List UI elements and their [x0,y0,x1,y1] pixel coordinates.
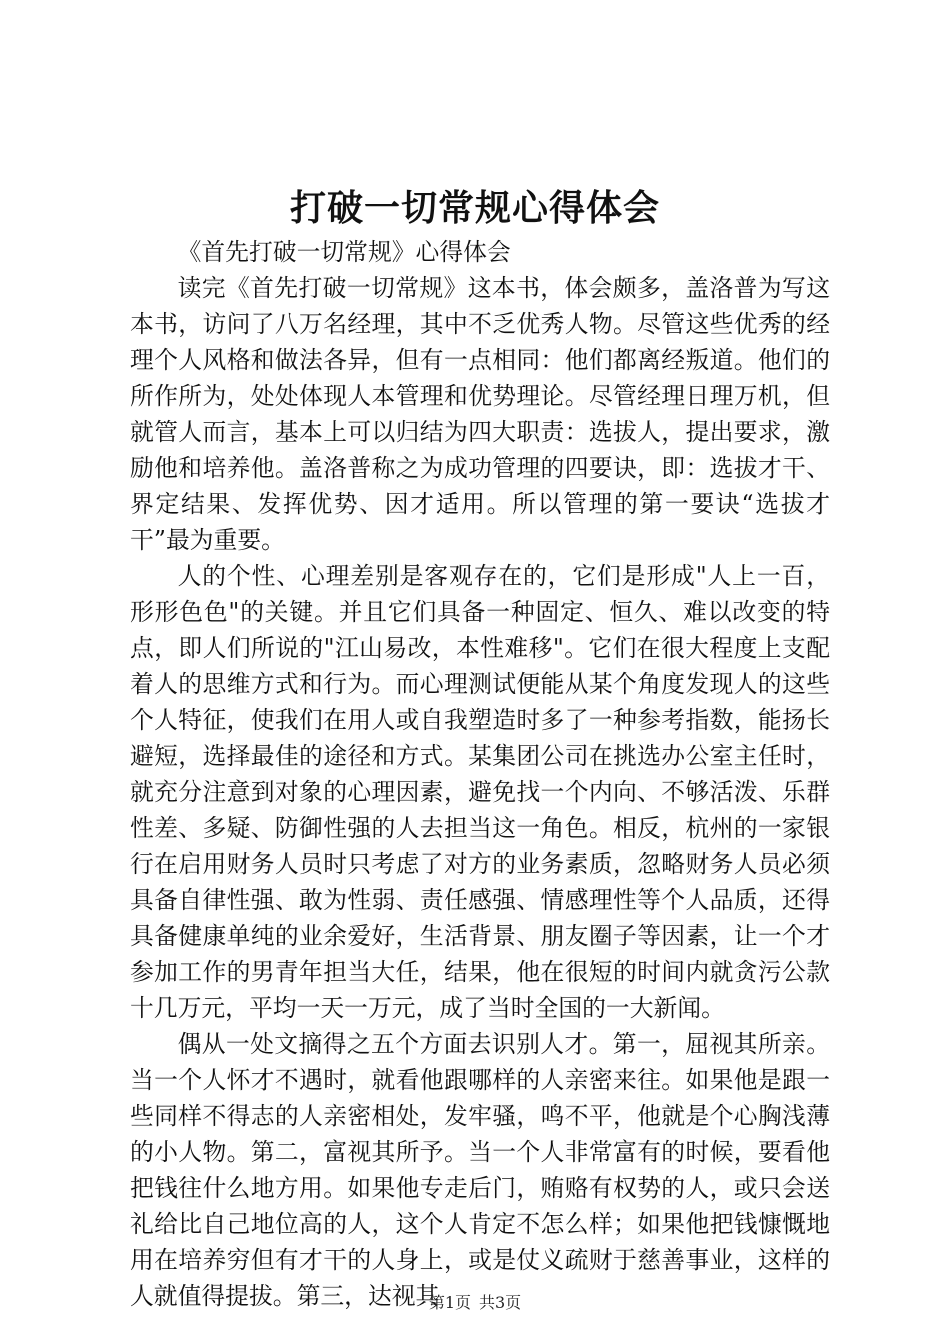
page-footer [0,1292,950,1314]
document-title: 打破一切常规心得体会 [289,187,660,229]
body-paragraph: 偶从一处文摘得之五个方面去识别人才。第一，屈视其所亲。当一个人怀才不遇时，就看他跟哪样的人亲密来往。如果他是跟一些同样不得志的人亲密相处，发牢骚，鸣不平，他就是个心胸浅薄的小人物。第二，富视其所予。当一个人非常富有的时候，要看他把钱往什么地方用。如果他专走后门，贿赂有权势的人，或只会送礼给比自己地位高的人，这个人肯定不怎么样；如果他把钱慷慨地用在培养穷但有才干的人身上，或是仗义疏财于慈善事业，这样的人就值得提拔。第三，达视其 [130,1030,830,1310]
page-number: 第1页 [428,1293,471,1312]
document-body [130,234,830,1314]
page-total: 共3页 [479,1293,522,1312]
body-paragraph: 人的个性、心理差别是客观存在的，它们是形成"人上一百，形形色色"的关键。并且它们具备一种固定、恒久、难以改变的特点，即人们所说的"江山易改，本性难移"。它们在很大程度上支配着人的思维方式和行为。而心理测试便能从某个角度发现人的这些个人特征，使我们在用人或自我塑造时多了一种参考指数，能扬长避短，选择最佳的途径和方式。某集团公司在挑选办公室主任时，就充分注意到对象的心理因素，避免找一个内向、不够活泼、乐群性差、多疑、防御性强的人去担当这一角色。相反，杭州的一家银行在启用财务人员时只考虑了对方的业务素质，忽略财务人员必须具备自律性强、敢为性弱、责任感强、情感理性等个人品质，还得具备健康单纯的业余爱好，生活背景、朋友圈子等因素，让一个才参加工作的男青年担当大任，结果，他在很短的时间内就贪污公款十几万元，平均一天一万元，成了当时全国的一大新闻。 [130,562,830,1022]
body-paragraph: 读完《首先打破一切常规》这本书，体会颇多，盖洛普为写这本书，访问了八万名经理，其中不乏优秀人物。尽管这些优秀的经理个人风格和做法各异，但有一点相同：他们都离经叛道。他们的所作所为，处处体现人本管理和优势理论。尽管经理日理万机，但就管人而言，基本上可以归结为四大职责：选拔人，提出要求，激励他和培养他。盖洛普称之为成功管理的四要诀，即：选拔才干、界定结果、发挥优势、因才适用。所以管理的第一要诀“选拔才干”最为重要。 [130,274,830,554]
subtitle-paragraph: 《首先打破一切常规》心得体会 [177,238,511,266]
